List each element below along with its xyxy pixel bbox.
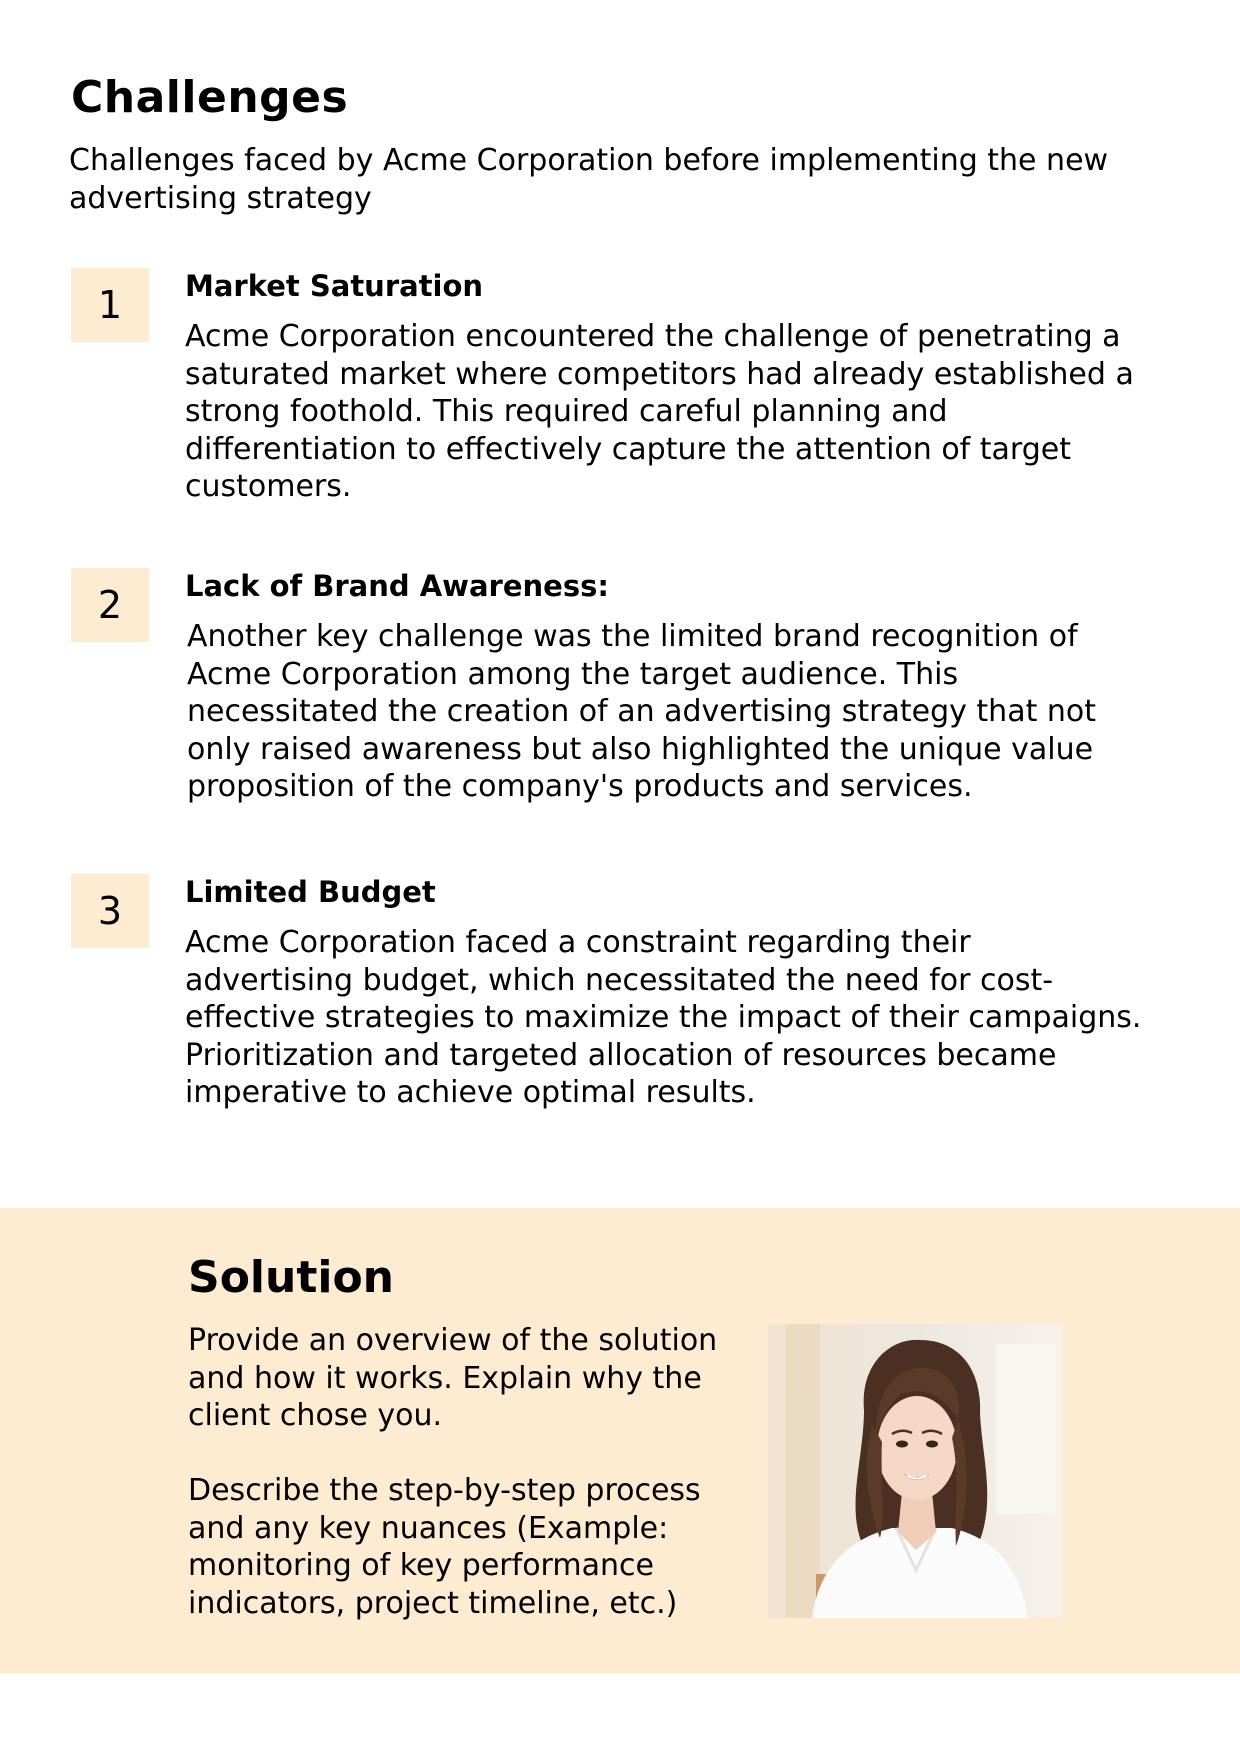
challenge-number: 1 [97, 283, 123, 327]
solution-text-block [188, 1322, 748, 1622]
solution-paragraph: Provide an overview of the solution and how it works. Explain why the client chose you. [188, 1323, 718, 1433]
challenge-number-badge [71, 268, 149, 342]
challenge-description: Acme Corporation faced a constraint regarding their advertising budget, which necessitated the need for cost-effective strategies to maximize the impact of their campaigns. Prioritization and targeted allocation of resources became imperative to achieve optimal results. [185, 925, 1142, 1110]
challenge-number: 3 [97, 889, 123, 933]
challenge-number-badge [71, 874, 149, 948]
challenge-title: Market Saturation [185, 269, 484, 303]
page-title: Challenges [71, 72, 349, 123]
solution-title: Solution [188, 1252, 394, 1303]
portrait-photo [768, 1324, 1062, 1618]
challenge-description: Acme Corporation encountered the challenge of penetrating a saturated market where competitors had already established a strong foothold. This required careful planning and differentiation to effectively capture the attention of target customers. [185, 319, 1134, 504]
solution-paragraph: Describe the step-by-step process and any key nuances (Example: monitoring of key performance indicators, project timeline, etc.) [188, 1473, 701, 1621]
challenge-number-badge [71, 568, 149, 642]
challenge-title: Lack of Brand Awareness: [185, 569, 609, 603]
challenge-description: Another key challenge was the limited brand recognition of Acme Corporation among the target audience. This necessitated the creation of an advertising strategy that not only raised awareness but also highlighted the unique value proposition of the company's products and services. [187, 619, 1097, 804]
challenge-number: 2 [97, 583, 123, 627]
section-intro: Challenges faced by Acme Corporation before implementing the new advertising strategy [69, 143, 1109, 216]
challenge-title: Limited Budget [185, 875, 436, 909]
portrait-illustration [768, 1324, 1062, 1618]
